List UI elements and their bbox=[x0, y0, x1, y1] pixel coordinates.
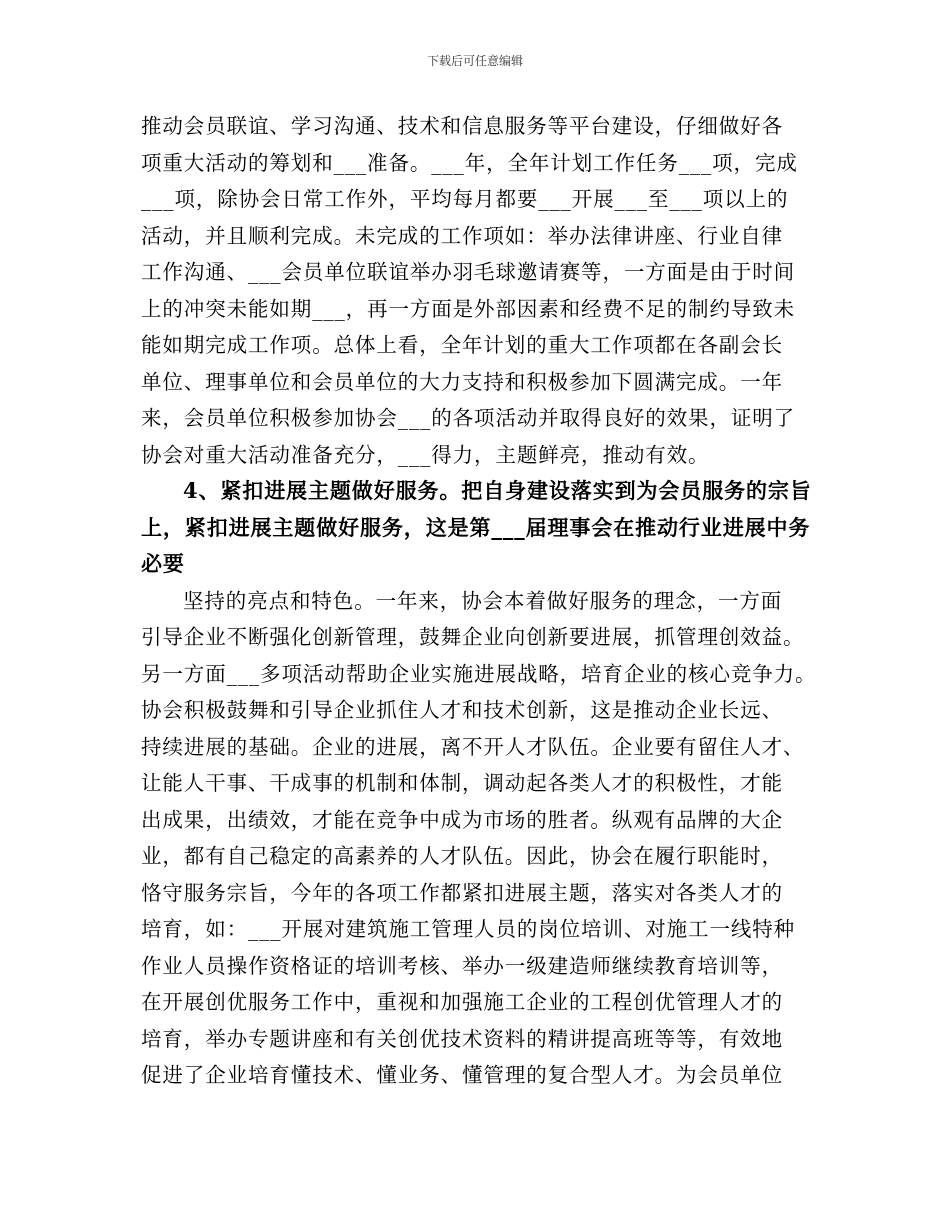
text-line: 促进了企业培育懂技术、懂业务、懂管理的复合型人才。为会员单位 bbox=[141, 1063, 783, 1087]
paragraph-services bbox=[141, 583, 831, 1094]
text-line: 项重大活动的筹划和___准备。___年，全年计划工作任务___项，完成 bbox=[141, 150, 798, 175]
text-line: 坚持的亮点和特色。一年来，协会本着做好服务的理念，一方面 bbox=[183, 588, 783, 613]
text-line: 出成果，出绩效，才能在竞争中成为市场的胜者。纵观有品牌的大企 bbox=[141, 807, 783, 832]
text-line: 让能人干事、干成事的机制和体制，调动起各类人才的积极性，才能 bbox=[141, 771, 783, 795]
section-heading-4 bbox=[141, 473, 831, 583]
heading-line: 上，紧扣进展主题做好服务，这是第___届理事会在推动行业进展中务 bbox=[141, 514, 811, 540]
page-header: 下载后可任意编辑 bbox=[426, 54, 523, 68]
text-line: 业，都有自己稳定的高素养的人才队伍。因此，协会在履行职能时， bbox=[141, 844, 783, 868]
text-line: 来，会员单位积极参加协会___的各项活动并取得良好的效果，证明了 bbox=[141, 406, 796, 430]
text-line: 持续进展的基础。企业的进展，离不开人才队伍。企业要有留住人才、 bbox=[141, 734, 805, 759]
text-line: 恪守服务宗旨，今年的各项工作都紧扣进展主题，落实对各类人才的 bbox=[141, 880, 783, 905]
text-line: 活动，并且顺利完成。未完成的工作项如：举办法律讲座、行业自律 bbox=[141, 223, 783, 248]
text-line: 在开展创优服务工作中，重视和加强施工企业的工程创优管理人才的 bbox=[141, 990, 783, 1014]
text-line: 协会对重大活动准备充分，___得力，主题鲜亮，推动有效。 bbox=[141, 442, 710, 467]
text-line: 协会积极鼓舞和引导企业抓住人才和技术创新，这是推动企业长远、 bbox=[141, 698, 783, 722]
text-line: 另一方面___多项活动帮助企业实施进展战略，培育企业的核心竞争力。 bbox=[141, 661, 817, 686]
text-line: 单位、理事单位和会员单位的大力支持和积极参加下圆满完成。一年 bbox=[141, 369, 783, 394]
text-line: 上的冲突未能如期___，再一方面是外部因素和经费不足的制约导致未 bbox=[141, 296, 796, 321]
text-line: 工作沟通、___会员单位联谊举办羽毛球邀请赛等，一方面是由于时间 bbox=[141, 260, 796, 284]
heading-line: 4、紧扣进展主题做好服务。把自身建设落实到为会员服务的宗旨 bbox=[183, 478, 812, 503]
paragraph-activities bbox=[141, 108, 831, 473]
text-line: 作业人员操作资格证的培训考核、举办一级建造师继续教育培训等， bbox=[141, 953, 783, 978]
text-line: 培育，如：___开展对建筑施工管理人员的岗位培训、对施工一线特种 bbox=[141, 917, 796, 941]
text-line: 引导企业不断强化创新管理，鼓舞企业向创新要进展，抓管理创效益。 bbox=[141, 625, 805, 649]
text-line: ___项，除协会日常工作外，平均每月都要___开展___至___项以上的 bbox=[141, 187, 789, 211]
text-line: 推动会员联谊、学习沟通、技术和信息服务等平台建设，仔细做好各 bbox=[141, 114, 783, 138]
heading-line: 必要 bbox=[141, 551, 185, 576]
text-line: 能如期完成工作项。总体上看，全年计划的重大工作项都在各副会长 bbox=[141, 333, 783, 357]
text-line: 培育，举办专题讲座和有关创优技术资料的精讲提高班等等，有效地 bbox=[141, 1026, 783, 1051]
document-body bbox=[141, 108, 831, 1094]
